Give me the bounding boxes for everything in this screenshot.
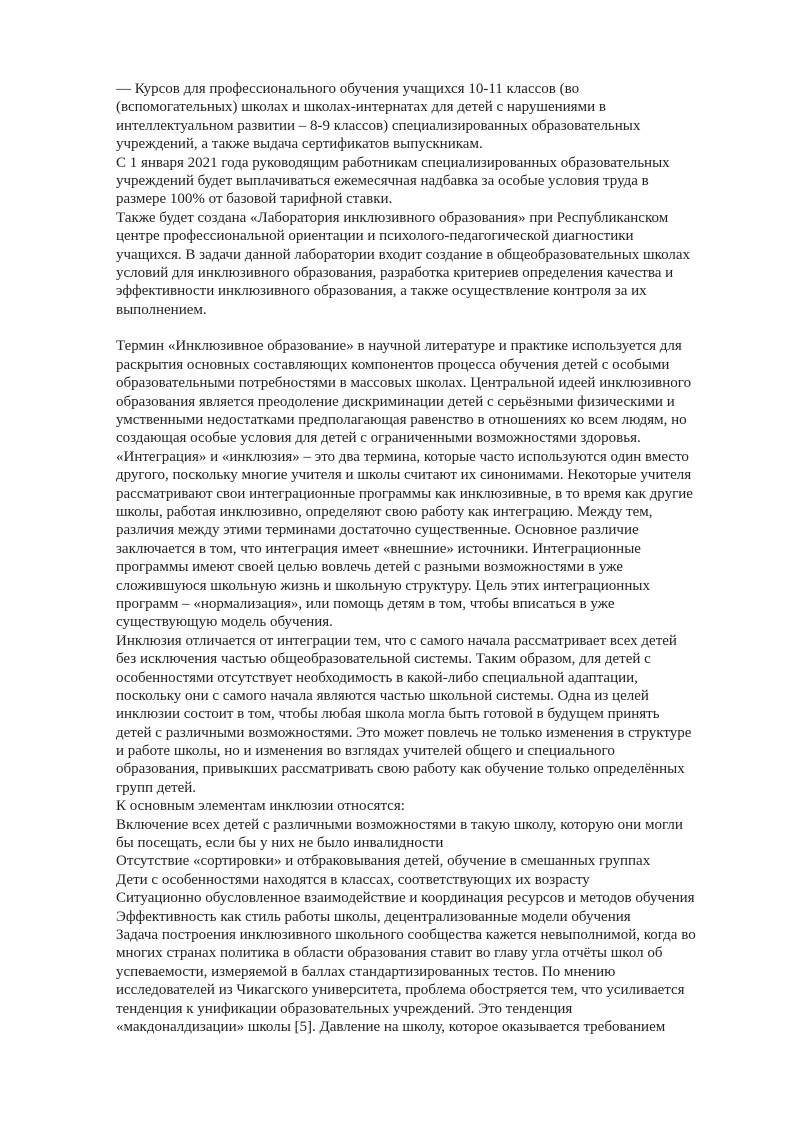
text-line: учащихся. В задачи данной лаборатории входит создание в общеобразовательных школах <box>116 246 691 263</box>
paragraph <box>116 889 756 907</box>
text-line: без исключения частью общеобразовательной системы. Таким образом, для детей с <box>116 651 651 668</box>
text-line: образования является преодоление дискриминации детей с серьёзными физическими и <box>116 393 675 410</box>
text-line: особенностями отсутствует необходимость в какой-либо специальной адаптации, <box>116 669 638 686</box>
text-line: Инклюзия отличается от интеграции тем, что с самого начала рассматривает всех детей <box>116 632 677 649</box>
text-line: интеллектуальном развитии – 8-9 классов) специализированных образовательных <box>116 117 641 134</box>
text-line: Дети с особенностями находятся в классах, соответствующих их возрасту <box>116 871 590 888</box>
text-line: программы имеют своей целью вовлечь детей с разными возможностями в уже <box>116 559 623 576</box>
paragraph <box>116 154 756 209</box>
paragraph <box>116 908 756 926</box>
text-line: умственными недостатками предполагающая равенство в отношениях ко всем людям, но <box>116 412 687 429</box>
text-line: создающая особые условия для детей с ограниченными возможностями здоровья. <box>116 430 641 447</box>
text-line: «макдоналдизации» школы [5]. Давление на школу, которое оказывается требованием <box>116 1018 666 1035</box>
text-line: рассматривают свои интеграционные программы как инклюзивные, в то время как другие <box>116 485 693 502</box>
text-line: Задача построения инклюзивного школьного сообщества кажется невыполнимой, когда во <box>116 926 696 943</box>
text-line: «Интеграция» и «инклюзия» – это два термина, которые часто используются один вместо <box>116 448 689 465</box>
text-line: Эффективность как стиль работы школы, децентрализованные модели обучения <box>116 908 631 925</box>
text-line: образовательными потребностями в массовых школах. Центральной идеей инклюзивного <box>116 375 692 392</box>
text-line: исследователей из Чикагского университета, проблема обостряется тем, что усиливается <box>116 982 685 999</box>
text-line: К основным элементам инклюзии относятся: <box>116 798 405 815</box>
paragraph <box>116 852 756 870</box>
text-line: размере 100% от базовой тарифной ставки. <box>116 191 393 208</box>
text-line: школы, работая инклюзивно, определяют свою работу как интеграцию. Между тем, <box>116 503 653 520</box>
text-line: другого, поскольку многие учителя и школы считают их синонимами. Некоторые учителя <box>116 467 692 484</box>
paragraph <box>116 209 756 319</box>
text-line: заключается в том, что интеграция имеет «внешние» источники. Интеграционные <box>116 540 641 557</box>
text-line: успеваемости, измеряемой в баллах стандартизированных тестов. По мнению <box>116 963 616 980</box>
paragraph-gap <box>116 319 756 337</box>
text-line: — Курсов для профессионального обучения учащихся 10-11 классов (во <box>116 81 580 97</box>
text-line: Отсутствие «сортировки» и отбраковывания детей, обучение в смешанных группах <box>116 853 651 870</box>
paragraph <box>116 797 756 815</box>
paragraph <box>116 871 756 889</box>
text-line: образования, привыкших рассматривать свою работу как обучение только определённых <box>116 761 685 778</box>
text-line: инклюзии состоит в том, чтобы любая школа могла быть готовой в будущем принять <box>116 706 660 723</box>
paragraph <box>116 926 756 1036</box>
document-body <box>116 80 756 1036</box>
paragraph <box>116 337 756 631</box>
text-line: групп детей. <box>116 779 197 796</box>
paragraph <box>116 816 756 853</box>
text-line: учреждений будет выплачиваться ежемесячная надбавка за особые условия труда в <box>116 172 649 189</box>
text-line: Термин «Инклюзивное образование» в научной литературе и практике используется для <box>116 338 682 355</box>
text-line: выполнением. <box>116 301 207 318</box>
text-line: (вспомогательных) школах и школах-интернатах для детей с нарушениями в <box>116 99 606 116</box>
text-line: многих странах политика в области образования ставит во главу угла отчёты школ об <box>116 945 663 962</box>
paragraph <box>116 632 756 798</box>
paragraph <box>116 80 756 154</box>
text-line: С 1 января 2021 года руководящим работникам специализированных образовательных <box>116 154 670 171</box>
text-line: детей с различными возможностями. Это может повлечь не только изменения в структуре <box>116 724 692 741</box>
text-line: раскрытия основных составляющих компонентов процесса обучения детей с особыми <box>116 356 670 373</box>
text-line: сложившуюся школьную жизнь и школьную структуру. Цель этих интеграционных <box>116 577 650 594</box>
text-line: центре профессиональной ориентации и психолого-педагогической диагностики <box>116 228 634 245</box>
text-line: и работе школы, но и изменения во взглядах учителей общего и специального <box>116 743 615 760</box>
text-line: различия между этими терминами достаточно существенные. Основное различие <box>116 522 639 539</box>
text-line: бы посещать, если бы у них не было инвалидности <box>116 835 444 852</box>
text-line: эффективности инклюзивного образования, а также осуществление контроля за их <box>116 283 647 300</box>
text-line: Включение всех детей с различными возможностями в такую школу, которую они могли <box>116 816 683 833</box>
text-line: учреждений, а также выдача сертификатов выпускникам. <box>116 136 483 153</box>
text-line: тенденция к унификации образовательных учреждений. Это тенденция <box>116 1000 573 1017</box>
text-line: Ситуационно обусловленное взаимодействие и координация ресурсов и методов обучения <box>116 890 695 907</box>
text-line: существующую модель обучения. <box>116 614 333 631</box>
text-line: поскольку они с самого начала являются частью школьной системы. Одна из целей <box>116 687 649 704</box>
text-line: Также будет создана «Лаборатория инклюзивного образования» при Республиканском <box>116 209 669 226</box>
text-line: условий для инклюзивного образования, разработка критериев определения качества и <box>116 264 674 281</box>
text-line: программ – «нормализация», или помощь детям в том, чтобы вписаться в уже <box>116 595 615 612</box>
